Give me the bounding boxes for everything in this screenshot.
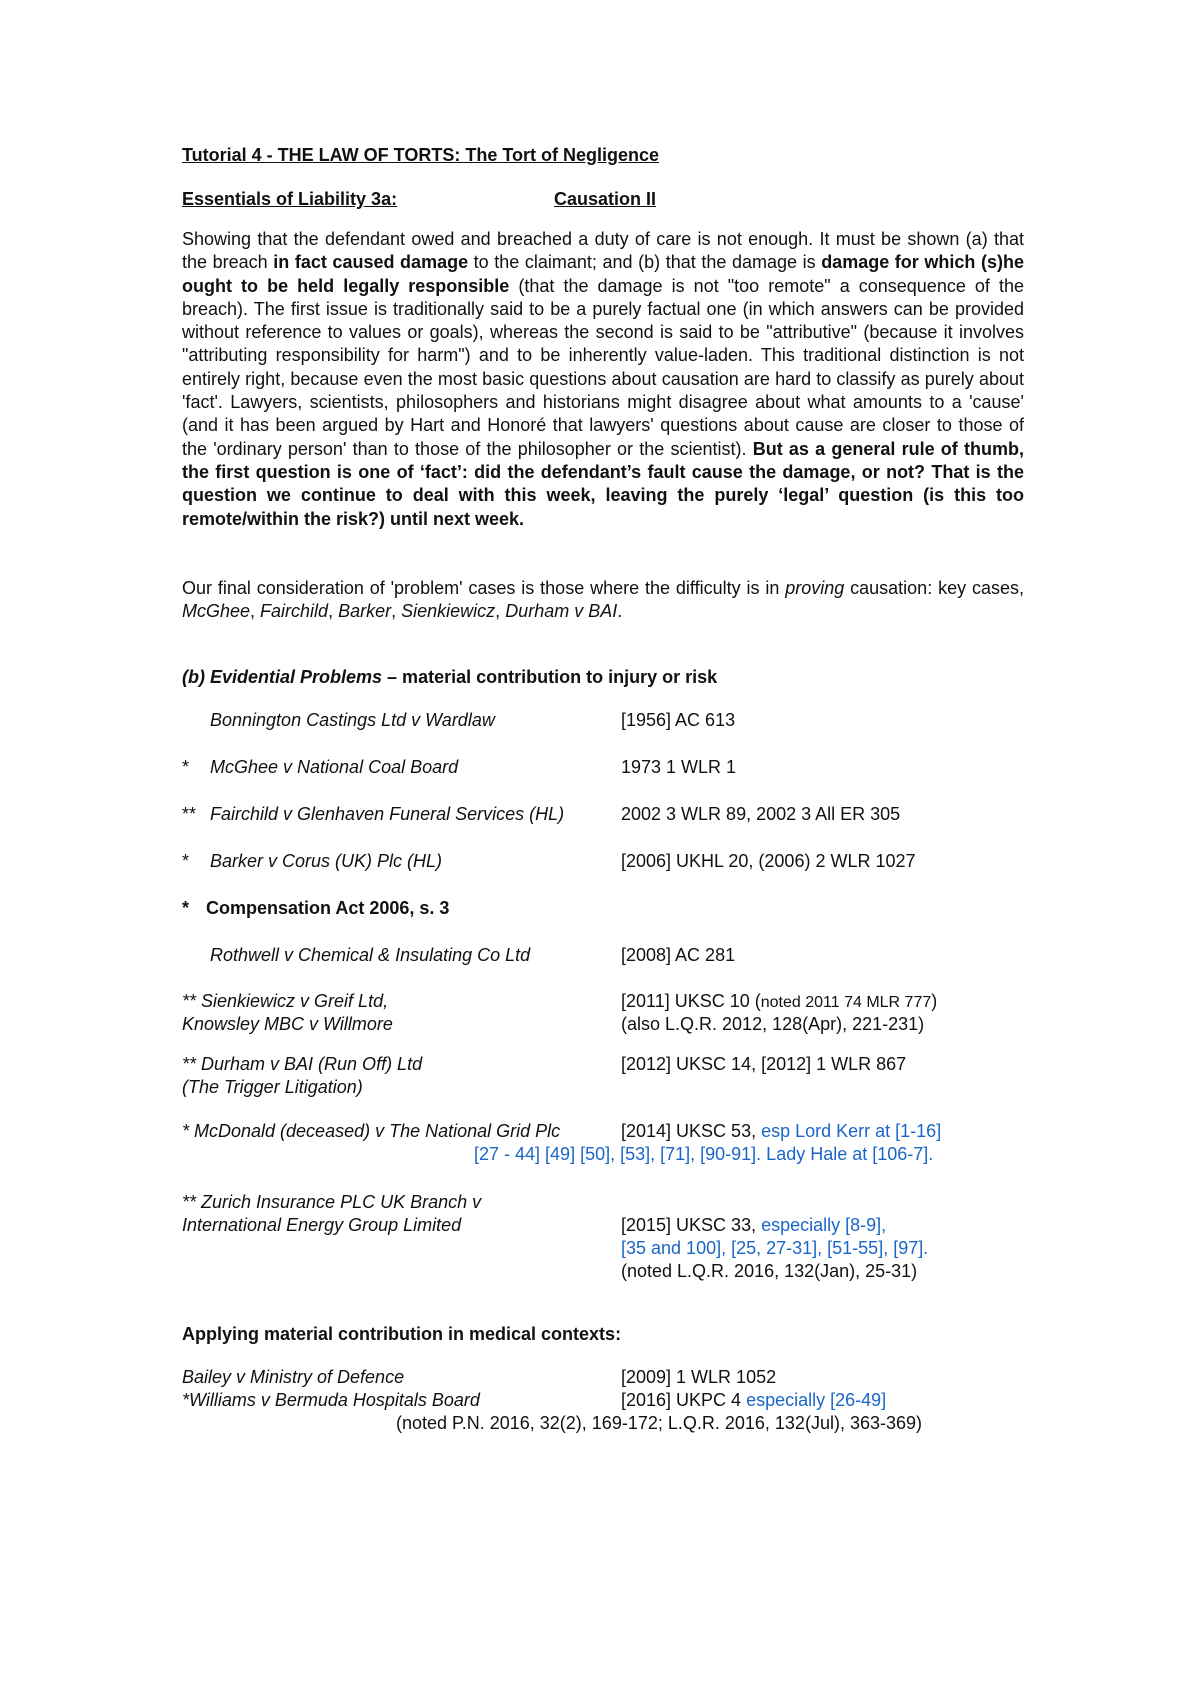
final-italic-4: Barker: [338, 601, 392, 622]
final-italic-3: Fairchild: [260, 601, 329, 622]
paragraph-reference-2: [27 - 44] [49] [50], [53], [71], [90-91]. Lady Hale at [106-7].: [474, 1144, 934, 1165]
case-item: [182, 756, 1024, 779]
case-name-2: International Energy Group Limited: [182, 1215, 462, 1236]
paragraph-reference: esp Lord Kerr at [1-16]: [761, 1121, 942, 1142]
section-b-label: (b) Evidential Problems: [182, 667, 383, 688]
paragraph-reference: especially [8-9],: [761, 1215, 887, 1236]
case-citation: [2012] UKSC 14, [2012] 1 WLR 867: [621, 1054, 907, 1075]
case-item-mcdonald: [182, 1120, 1024, 1167]
paragraph-reference-2: [35 and 100], [25, 27-31], [51-55], [97].: [621, 1238, 929, 1259]
case-item: [182, 709, 1024, 732]
final-text-6: ,: [495, 601, 506, 622]
final-italic-6: Durham v BAI: [505, 601, 618, 622]
statute-name: Compensation Act 2006, s. 3: [206, 898, 450, 919]
case-citation-2: (also L.Q.R. 2012, 128(Apr), 221-231): [621, 1014, 925, 1035]
final-text-1: Our final consideration of 'problem' cases is those where the difficulty is in: [182, 577, 786, 598]
case-citation: [2009] 1 WLR 1052: [621, 1367, 777, 1388]
case-star: *: [182, 757, 190, 778]
final-text-5: ,: [391, 601, 402, 622]
intro-bold-3: But as a general rule of thumb, the first question is one of ‘fact’: did the defendant’s fault cause the damage, or not? That is the question we continue to deal with this week, leaving the purely ‘legal’ question (is this too remote/within the risk?) until next week.: [182, 438, 1024, 529]
case-name: McGhee v National Coal Board: [210, 757, 459, 778]
case-note: (noted L.Q.R. 2016, 132(Jan), 25-31): [621, 1261, 918, 1282]
case-star: *: [182, 851, 190, 872]
case-name: Bailey v Ministry of Defence: [182, 1367, 405, 1388]
case-star: **: [182, 804, 197, 825]
subheading: [182, 187, 1024, 211]
intro-bold-1: in fact caused damage: [273, 252, 469, 273]
final-italic-1: proving: [785, 577, 845, 598]
case-citation: [2015] UKSC 33,: [621, 1215, 762, 1236]
intro-text-2: to the claimant; and (b) that the damage is: [468, 252, 822, 273]
case-citation: 2002 3 WLR 89, 2002 3 All ER 305: [621, 804, 901, 825]
intro-text-3: (that the damage is not "too remote" a consequence of the breach). The first issue is traditionally said to be a purely factual one (in which answers can be provided without reference to values or goals), whereas the second is said to be "attributive" (because it involves "attributing responsibility for harm") and to be inherently value-laden. This traditional distinction is not entirely right, because even the most basic questions about causation are hard to classify as purely about 'fact'. Lawyers, scientists, philosophers and historians might disagree about what amounts to a 'cause' (and it has been argued by Hart and Honoré that lawyers' questions about cause are closer to those of the 'ordinary person' than to those of the philosopher or the scientist).: [182, 275, 1024, 459]
final-paragraph: [182, 577, 1024, 624]
case-citation: [2011] UKSC 10 (: [621, 991, 761, 1012]
case-citation: [2016] UKPC 4: [621, 1390, 747, 1411]
case-citation: 1973 1 WLR 1: [621, 757, 737, 778]
document-title: Tutorial 4 - THE LAW OF TORTS: The Tort of Negligence: [182, 145, 659, 165]
case-item-durham: [182, 1053, 1024, 1100]
case-item-bailey: [182, 1366, 1024, 1389]
case-item: [182, 944, 1024, 967]
subheading-left: Essentials of Liability 3a:: [182, 189, 398, 209]
case-item: [182, 803, 1024, 826]
case-note: (noted P.N. 2016, 32(2), 169-172; L.Q.R. 2016, 132(Jul), 363-369): [396, 1413, 922, 1434]
case-list: [182, 709, 1024, 967]
case-name: *Williams v Bermuda Hospitals Board: [182, 1390, 480, 1411]
intro-paragraph: [182, 228, 1024, 531]
statute-star: *: [182, 898, 190, 919]
case-item-sienkiewicz: [182, 990, 1024, 1037]
case-name: ** Zurich Insurance PLC UK Branch v: [182, 1192, 482, 1213]
case-name: Bonnington Castings Ltd v Wardlaw: [210, 710, 495, 731]
intro-bold-2: damage for which (s)he ought to be held legally responsible: [182, 252, 1024, 296]
case-citation: [2008] AC 281: [621, 945, 736, 966]
case-citation: [1956] AC 613: [621, 710, 736, 731]
section-b-heading: [182, 665, 1024, 689]
case-name: ** Durham v BAI (Run Off) Ltd: [182, 1054, 423, 1075]
document-body: [182, 143, 1024, 1436]
statute-item: [182, 897, 1024, 920]
case-name-2: Knowsley MBC v Willmore: [182, 1014, 393, 1035]
final-text-2: causation: key cases,: [844, 577, 1024, 598]
case-item-williams: [182, 1389, 1024, 1436]
case-name: * McDonald (deceased) v The National Grid Plc: [182, 1121, 561, 1142]
section-b-rest: – material contribution to injury or risk: [382, 667, 718, 688]
final-text-7: .: [617, 601, 623, 622]
final-text-4: ,: [328, 601, 339, 622]
case-name: Fairchild v Glenhaven Funeral Services (HL): [210, 804, 565, 825]
final-italic-2: McGhee: [182, 601, 251, 622]
case-item-zurich: [182, 1191, 1024, 1284]
subheading-right: Causation II: [554, 189, 657, 209]
case-name: Rothwell v Chemical & Insulating Co Ltd: [210, 945, 531, 966]
medical-heading: Applying material contribution in medical contexts:: [182, 1324, 622, 1345]
case-note: noted 2011 74 MLR 777: [760, 994, 932, 1012]
case-name-2: (The Trigger Litigation): [182, 1077, 363, 1098]
case-name: ** Sienkiewicz v Greif Ltd,: [182, 991, 389, 1012]
case-citation: [2006] UKHL 20, (2006) 2 WLR 1027: [621, 851, 916, 872]
case-citation-close: ): [931, 991, 938, 1012]
case-name: Barker v Corus (UK) Plc (HL): [210, 851, 443, 872]
intro-text-1: Showing that the defendant owed and breached a duty of care is not enough. It must be shown (a) that the breach: [182, 229, 1024, 273]
case-citation: [2014] UKSC 53,: [621, 1121, 762, 1142]
paragraph-reference: especially [26-49]: [746, 1390, 887, 1411]
final-italic-5: Sienkiewicz: [401, 601, 496, 622]
case-item: [182, 850, 1024, 873]
final-text-3: ,: [250, 601, 261, 622]
